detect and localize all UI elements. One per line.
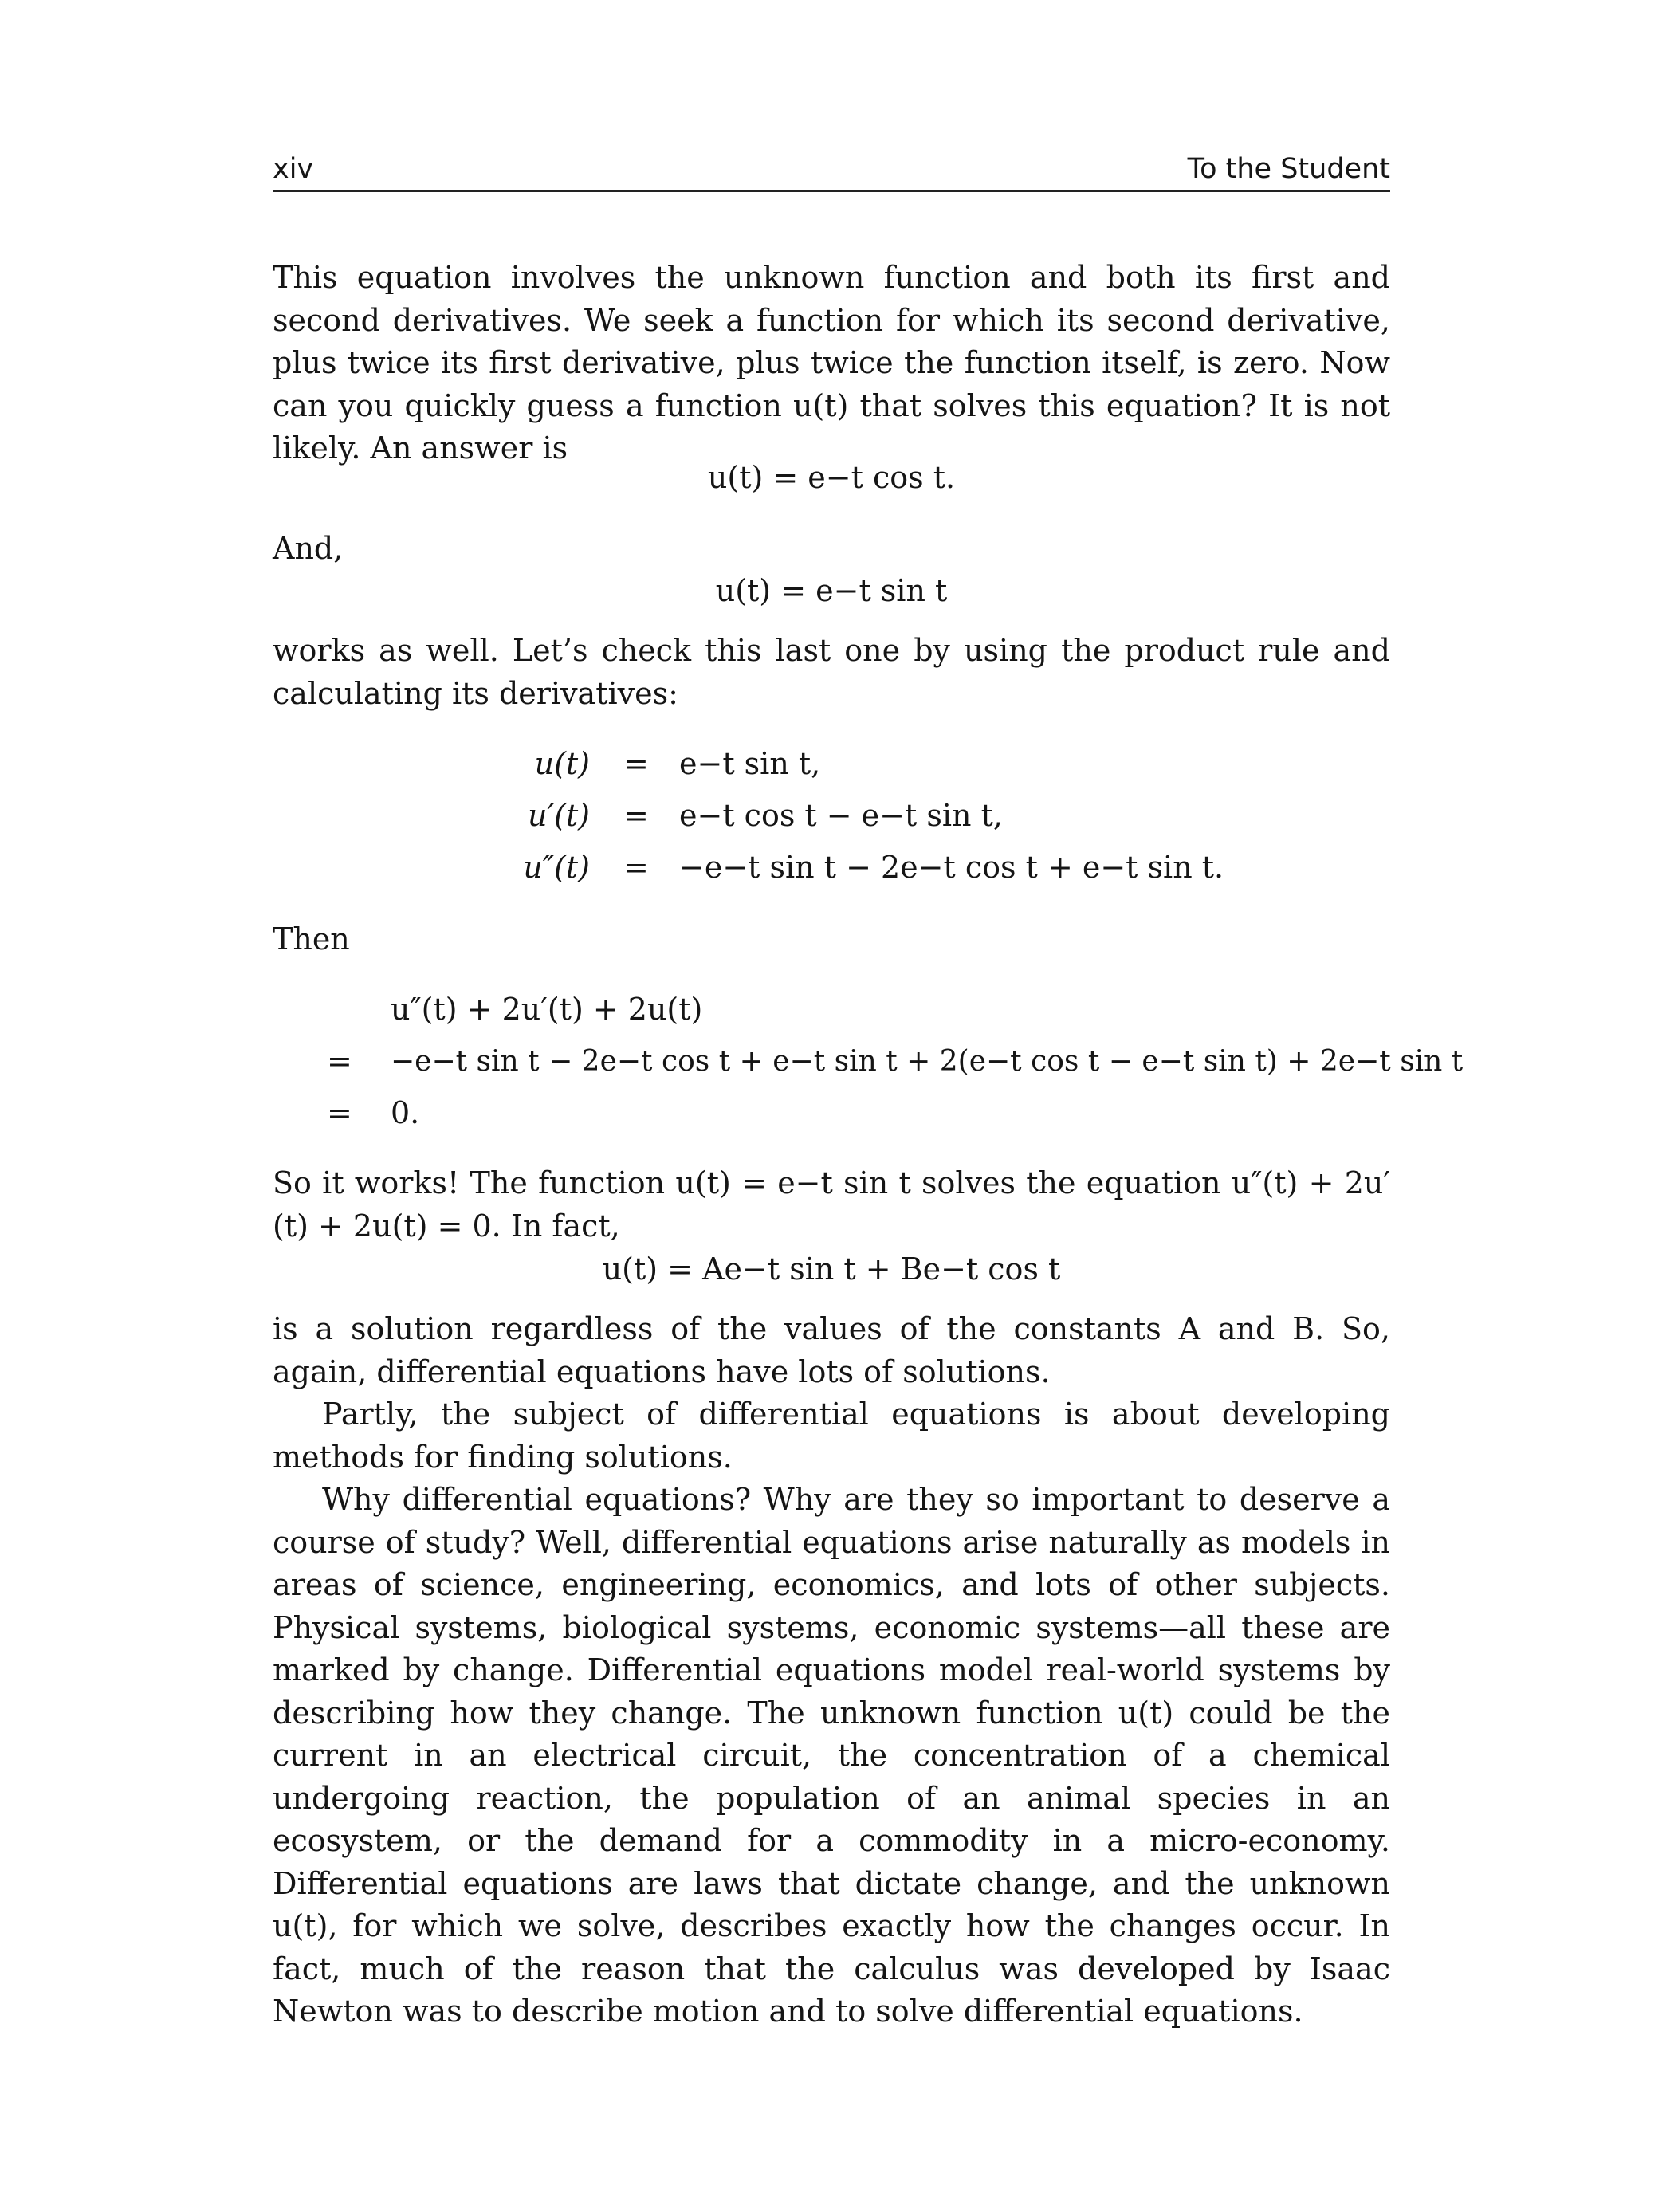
equation-general-solution: u(t) = Ae−t sin t + Be−t cos t bbox=[602, 1251, 1061, 1287]
deriv-equals-1: = bbox=[623, 798, 649, 833]
paragraph-product-rule: works as well. Let’s check this last one by using the product rule and calculating its derivatives: bbox=[273, 633, 1390, 711]
paragraph-constants: is a solution regardless of the values of the constants A and B. So, again, differential equations have lots of solutions. bbox=[273, 1311, 1390, 1389]
header-rule bbox=[273, 190, 1390, 192]
then-label: Then bbox=[273, 921, 350, 957]
check-equals-2: = bbox=[327, 1095, 352, 1130]
deriv-rhs-1: e−t cos t − e−t sin t, bbox=[679, 798, 1003, 833]
running-title: To the Student bbox=[1187, 153, 1390, 185]
deriv-equals-0: = bbox=[623, 746, 649, 781]
and-label: And, bbox=[273, 531, 344, 566]
deriv-rhs-0: e−t sin t, bbox=[679, 746, 821, 781]
deriv-lhs-0: u(t) bbox=[534, 746, 590, 781]
deriv-equals-2: = bbox=[623, 850, 649, 885]
check-line-2: −e−t sin t − 2e−t cos t + e−t sin t + 2(e−t cos t − e−t sin t) + 2e−t sin t bbox=[391, 1045, 1464, 1078]
check-line-3: 0. bbox=[391, 1095, 420, 1130]
paragraph-partly: Partly, the subject of differential equations is about developing methods for finding solutions. bbox=[273, 1397, 1390, 1475]
equation-cos-solution: u(t) = e−t cos t. bbox=[707, 460, 956, 495]
check-equals-1: = bbox=[327, 1043, 352, 1078]
deriv-lhs-1: u′(t) bbox=[527, 798, 590, 833]
check-line-1: u″(t) + 2u′(t) + 2u(t) bbox=[391, 992, 703, 1027]
paragraph-it-works: So it works! The function u(t) = e−t sin t solves the equation u″(t) + 2u′(t) + 2u(t) = 0. In fact, bbox=[273, 1165, 1390, 1244]
paragraph-why: Why differential equations? Why are they so important to deserve a course of study? Well, differential equations arise naturally as models in areas of science, engineering, economics, and lots of other subjects. Physical systems, biological systems, economic systems—all these are marked by change. Differential equations model real-world systems by describing how they change. The unknown function u(t) could be the current in an electrical circuit, the concentration of a chemical undergoing reaction, the population of an animal species in an ecosystem, or the demand for a commodity in a micro-economy. Differential equations are laws that dictate change, and the unknown u(t), for which we solve, describes exactly how the changes occur. In fact, much of the reason that the calculus was developed by Isaac Newton was to describe motion and to solve differential equations. bbox=[273, 1482, 1390, 2029]
page-number: xiv bbox=[273, 153, 314, 185]
equation-sin-solution: u(t) = e−t sin t bbox=[715, 573, 948, 608]
deriv-lhs-2: u″(t) bbox=[523, 850, 590, 885]
deriv-rhs-2: −e−t sin t − 2e−t cos t + e−t sin t. bbox=[679, 850, 1224, 885]
running-header bbox=[273, 153, 1390, 191]
paragraph-intro: This equation involves the unknown function and both its first and second derivatives. We seek a function for which its second derivative, plus twice its first derivative, plus twice the function itself, is zero. Now can you quickly guess a function u(t) that solves this equation? It is not likely. An answer is bbox=[273, 260, 1390, 466]
